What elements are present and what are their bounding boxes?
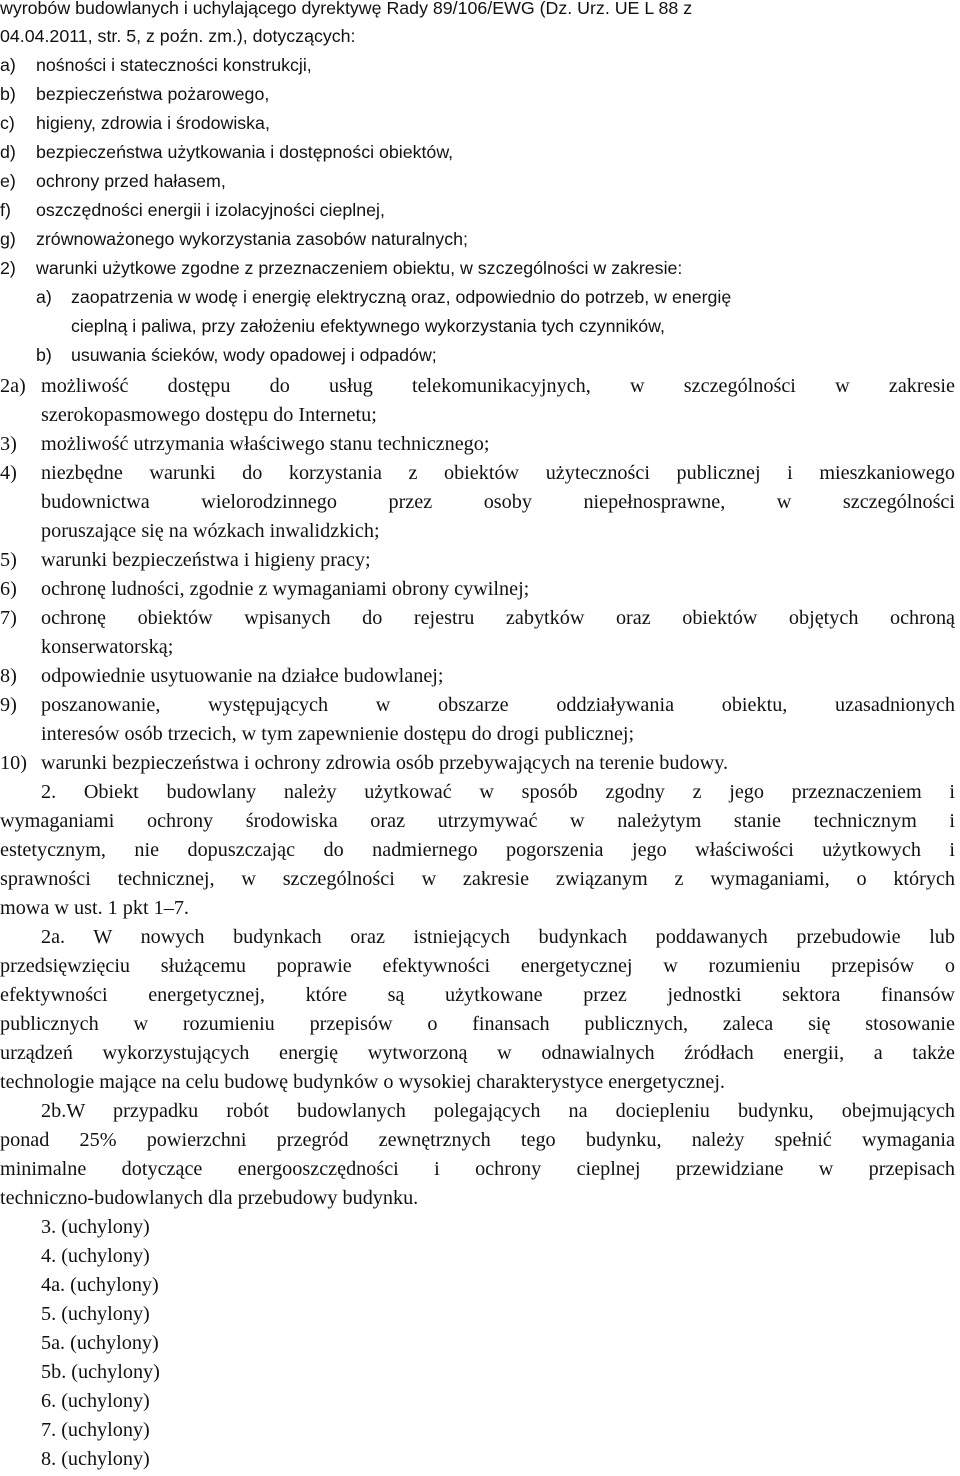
item-text: szerokopasmowego dostępu do Internetu; [41,404,377,426]
item-text: cieplną i paliwa, przy założeniu efektywnego wykorzystania tych czynników, [71,316,665,336]
item-label: 2) [0,258,16,278]
paragraph-text: 2a. W nowych budynkach oraz istniejących budynkach poddawanych przebudowie lub [41,926,955,948]
repealed-item: 6. (uchylony) [41,1390,150,1412]
item-label: g) [0,229,16,249]
item-text: poruszające się na wózkach inwalidzkich; [41,520,380,542]
paragraph-text: estetycznym, nie dopuszczając do nadmiernego pogorszenia jego właściwości użytkowych i [0,839,955,861]
repealed-item: 4a. (uchylony) [41,1274,159,1296]
item-text: bezpieczeństwa pożarowego, [36,84,270,104]
item-label: 6) [0,578,17,600]
item-text: poszanowanie, występujących w obszarze oddziaływania obiektu, uzasadnionych [41,694,955,716]
repealed-item: 3. (uchylony) [41,1216,150,1238]
item-label: a) [0,55,16,75]
paragraph-text: ponad 25% powierzchni przegród zewnętrznych tego budynku, należy spełnić wymagania [0,1129,955,1151]
item-label: f) [0,200,11,220]
item-label: b) [0,84,16,104]
item-label: 3) [0,433,17,455]
item-text: ochronę ludności, zgodnie z wymaganiami obrony cywilnej; [41,578,530,600]
repealed-item: 4. (uchylony) [41,1245,150,1267]
paragraph-text: 2. Obiekt budowlany należy użytkować w sposób zgodny z jego przeznaczeniem i [41,781,955,803]
item-label: b) [36,345,52,365]
paragraph-text: przedsięwzięciu służącemu poprawie efektywności energetycznej w rozumieniu przepisów o [0,955,955,977]
repealed-item: 8. (uchylony) [41,1448,150,1470]
item-label: 9) [0,694,17,716]
item-text: usuwania ścieków, wody opadowej i odpadów; [71,345,437,365]
item-label: c) [0,113,15,133]
item-label: d) [0,142,16,162]
item-text: budownictwa wielorodzinnego przez osoby niepełnosprawne, w szczególności [41,491,955,513]
item-text: interesów osób trzecich, w tym zapewnienie dostępu do drogi publicznej; [41,723,635,745]
item-text: nośności i stateczności konstrukcji, [36,55,312,75]
intro-line-1: wyrobów budowlanych i uchylającego dyrektywę Rady 89/106/EWG (Dz. Urz. UE L 88 z [0,0,693,18]
paragraph-text: mowa w ust. 1 pkt 1–7. [0,897,189,919]
item-text: bezpieczeństwa użytkowania i dostępności obiektów, [36,142,454,162]
item-text: konserwatorską; [41,636,174,658]
paragraph-text: techniczno-budowlanych dla przebudowy budynku. [0,1187,419,1209]
item-text: możliwość utrzymania właściwego stanu technicznego; [41,433,490,455]
item-label: a) [36,287,52,307]
item-text: zrównoważonego wykorzystania zasobów naturalnych; [36,229,468,249]
item-label: 7) [0,607,17,629]
item-text: możliwość dostępu do usług telekomunikacyjnych, w szczególności w zakresie [41,375,955,397]
item-label: e) [0,171,16,191]
item-text: warunki użytkowe zgodne z przeznaczeniem obiektu, w szczególności w zakresie: [36,258,683,278]
paragraph-text: efektywności energetycznej, które są użytkowane przez jednostki sektora finansów [0,984,955,1006]
item-text: ochrony przed hałasem, [36,171,226,191]
item-text: warunki bezpieczeństwa i higieny pracy; [41,549,371,571]
repealed-item: 5b. (uchylony) [41,1361,160,1383]
item-label: 10) [0,752,27,774]
paragraph-text: 2b.W przypadku robót budowlanych polegających na dociepleniu budynku, obejmujących [41,1100,955,1122]
item-label: 4) [0,462,17,484]
paragraph-text: technologie mające na celu budowę budynków o wysokiej charakterystyce energetycznej. [0,1071,725,1093]
repealed-item: 7. (uchylony) [41,1419,150,1441]
paragraph-text: sprawności technicznej, w szczególności w zakresie związanym z wymaganiami, o których [0,868,955,890]
paragraph-text: urządzeń wykorzystujących energię wytworzoną w odnawialnych źródłach energii, a także [0,1042,955,1064]
item-text: warunki bezpieczeństwa i ochrony zdrowia osób przebywających na terenie budowy. [41,752,729,774]
item-text: niezbędne warunki do korzystania z obiektów użyteczności publicznej i mieszkaniowego [41,462,955,484]
item-text: higieny, zdrowia i środowiska, [36,113,270,133]
paragraph-text: wymaganiami ochrony środowiska oraz utrzymywać w należytym stanie technicznym i [0,810,955,832]
paragraph-text: minimalne dotyczące energooszczędności i ochrony cieplnej przewidziane w przepisach [0,1158,955,1180]
item-label: 2a) [0,375,26,397]
item-text: zaopatrzenia w wodę i energię elektryczną oraz, odpowiednio do potrzeb, w energię [71,287,732,307]
repealed-item: 5. (uchylony) [41,1303,150,1325]
repealed-item: 5a. (uchylony) [41,1332,159,1354]
item-text: ochronę obiektów wpisanych do rejestru zabytków oraz obiektów objętych ochroną [41,607,955,629]
intro-line-2: 04.04.2011, str. 5, z poźn. zm.), dotyczących: [0,26,356,46]
item-label: 8) [0,665,17,687]
item-text: oszczędności energii i izolacyjności cieplnej, [36,200,385,220]
item-label: 5) [0,549,17,571]
item-text: odpowiednie usytuowanie na działce budowlanej; [41,665,444,687]
paragraph-text: publicznych w rozumieniu przepisów o finansach publicznych, zaleca się stosowanie [0,1013,955,1035]
